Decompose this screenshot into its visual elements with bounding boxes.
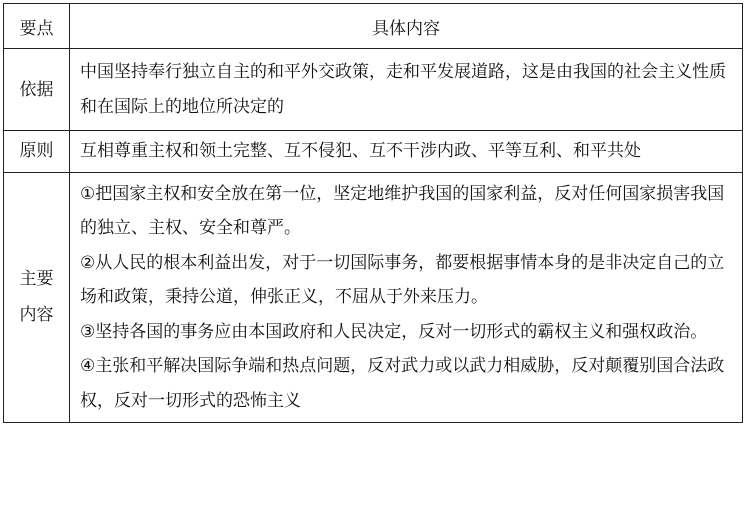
content-paragraph: 中国坚持奉行独立自主的和平外交政策，走和平发展道路，这是由我国的社会主义性质和在国际上的地位所决定的	[80, 62, 726, 117]
row-content-basis	[70, 49, 743, 131]
row-content-main	[70, 172, 743, 423]
content-item-1: ①把国家主权和安全放在第一位，坚定地维护我国的国家利益，反对任何国家损害我国的独立、主权、安全和尊严。	[80, 183, 725, 238]
row-label-main-content	[4, 172, 70, 423]
row-label-principle	[4, 131, 70, 173]
header-specific-content: 具体内容	[70, 4, 743, 49]
table-row-principle	[4, 131, 743, 173]
content-item-3: ③坚持各国的事务应由本国政府和人民决定，反对一切形式的霸权主义和强权政治。	[80, 321, 708, 342]
table-header-row	[4, 4, 743, 49]
header-key-points: 要点	[4, 4, 70, 49]
content-item-2: ②从人民的根本利益出发，对于一切国际事务，都要根据事情本身的是非决定自己的立场和政策，秉持公道，伸张正义，不屈从于外来压力。	[80, 252, 725, 307]
content-item-4: ④主张和平解决国际争端和热点问题，反对武力或以武力相威胁，反对颠覆别国合法政权，反对一切形式的恐怖主义	[80, 356, 725, 411]
row-label-text: 依据	[19, 79, 54, 100]
row-label-text: 主要	[19, 269, 54, 290]
content-paragraph: 互相尊重主权和领土完整、互不侵犯、互不干涉内政、平等互利、和平共处	[80, 141, 641, 161]
table-row-main-content	[4, 172, 743, 423]
row-label-text: 内容	[19, 305, 54, 326]
row-content-principle	[70, 131, 743, 173]
table-row-basis	[4, 49, 743, 131]
row-label-text: 原则	[19, 141, 54, 162]
foreign-policy-table	[3, 3, 743, 423]
row-label-basis	[4, 49, 70, 131]
